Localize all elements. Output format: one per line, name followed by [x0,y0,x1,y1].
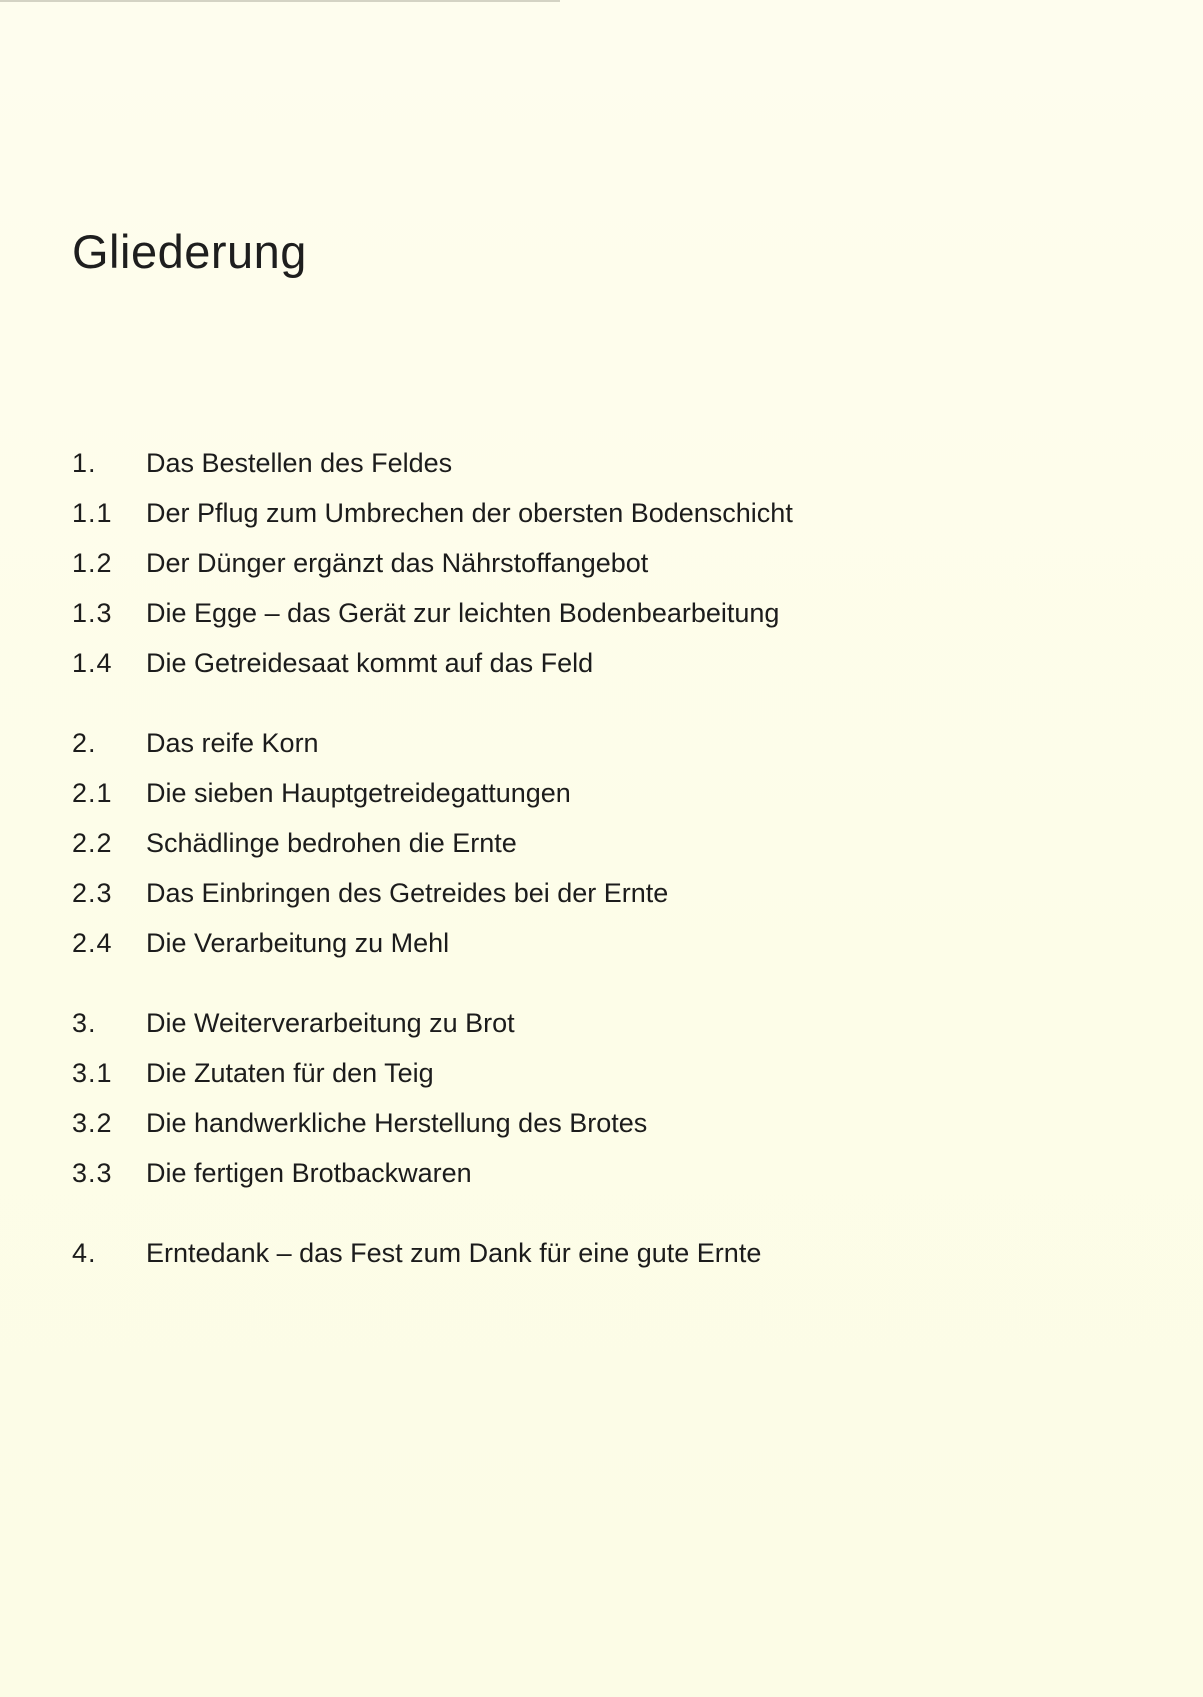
toc-entry [72,646,1072,696]
toc-entry [72,1106,1072,1156]
toc-entry [72,546,1072,596]
toc-section-1 [72,446,1072,696]
toc-section-4 [72,1236,1072,1286]
toc-entry-text: Schädlinge bedrohen die Ernte [146,828,517,858]
scan-edge-line [0,0,560,2]
toc-entry [72,1056,1072,1106]
toc-section-3 [72,1006,1072,1206]
toc-entry-number: 2.3 [72,878,113,908]
toc-entry-number: 2.2 [72,828,113,858]
toc-entry [72,876,1072,926]
toc-section-2 [72,726,1072,976]
toc-entry-text: Die Verarbeitung zu Mehl [146,928,450,958]
toc-entry-text: Die sieben Hauptgetreidegattungen [146,778,571,808]
toc-entry [72,826,1072,876]
toc-entry [72,1236,1072,1286]
toc-entry [72,496,1072,546]
toc-entry-text: Das Einbringen des Getreides bei der Ernte [146,878,669,908]
toc-entry-number: 1.4 [72,648,113,678]
toc-entry-text: Die Zutaten für den Teig [146,1058,434,1088]
toc-entry [72,926,1072,976]
toc-entry-number: 3.2 [72,1108,113,1138]
toc-entry-number: 1. [72,448,97,478]
toc-entry [72,446,1072,496]
table-of-contents [72,446,1072,1316]
toc-entry [72,726,1072,776]
toc-entry-text: Der Dünger ergänzt das Nährstoffangebot [146,548,649,578]
toc-entry-text: Die Getreidesaat kommt auf das Feld [146,648,594,678]
toc-entry [72,1156,1072,1206]
toc-entry-number: 2.1 [72,778,113,808]
toc-entry [72,596,1072,646]
toc-entry-number: 4. [72,1238,97,1268]
toc-entry-number: 2. [72,728,97,758]
toc-entry-text: Der Pflug zum Umbrechen der obersten Bodenschicht [146,498,793,528]
toc-entry-number: 1.1 [72,498,113,528]
toc-entry-text: Das Bestellen des Feldes [146,448,453,478]
toc-entry-number: 3.3 [72,1158,113,1188]
toc-entry-text: Die Egge – das Gerät zur leichten Bodenbearbeitung [146,598,780,628]
toc-entry-text: Erntedank – das Fest zum Dank für eine gute Ernte [146,1238,762,1268]
toc-entry-text: Das reife Korn [146,728,319,758]
toc-entry-number: 2.4 [72,928,113,958]
toc-entry-text: Die handwerkliche Herstellung des Brotes [146,1108,648,1138]
toc-entry [72,1006,1072,1056]
toc-entry [72,776,1072,826]
toc-entry-number: 3. [72,1008,97,1038]
toc-entry-number: 1.2 [72,548,113,578]
toc-entry-text: Die Weiterverarbeitung zu Brot [146,1008,515,1038]
toc-entry-number: 3.1 [72,1058,113,1088]
toc-entry-number: 1.3 [72,598,113,628]
page-title: Gliederung [72,225,307,278]
toc-entry-text: Die fertigen Brotbackwaren [146,1158,472,1188]
